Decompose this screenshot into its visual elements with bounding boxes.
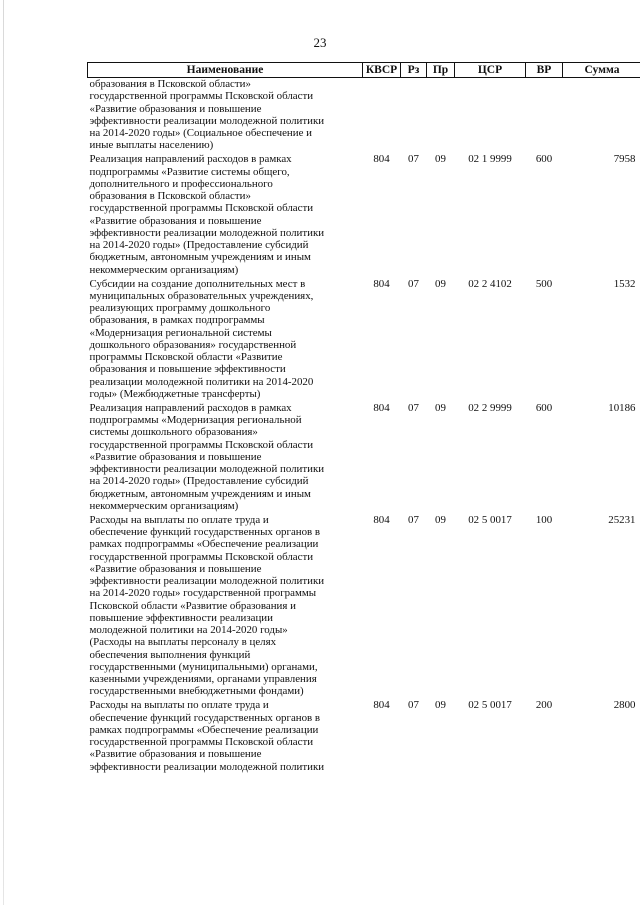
table-row <box>88 514 640 700</box>
row-name-line: реализации молодежной политики на 2014-2020 <box>89 375 314 388</box>
row-vr-cell <box>526 78 563 154</box>
row-name-line: дошкольного образования» государственной <box>89 338 297 351</box>
row-name-line: годы» (Межбюджетные трансферты) <box>89 387 261 400</box>
row-name-line: подпрограммы «Развитие системы общего, <box>89 165 290 178</box>
row-rz-cell: 07 <box>408 401 419 414</box>
row-sum-cell: 1532 <box>613 277 636 290</box>
row-name-line: бюджетным, автономным учреждениям и иным <box>89 487 311 500</box>
row-name-line: рамках подпрограммы «Обеспечение реализации <box>89 538 319 551</box>
row-pr-cell: 09 <box>435 153 446 166</box>
row-rz-cell: 07 <box>408 277 419 290</box>
row-pr-cell <box>427 78 455 154</box>
row-sum-cell: 25231 <box>608 513 636 526</box>
row-name-line: «Развитие образования и повышение <box>89 102 262 115</box>
row-name-line: государственной программы Псковской области <box>89 736 314 749</box>
row-name-line: государственной программы Псковской области <box>89 550 314 563</box>
row-vr-cell: 600 <box>535 401 553 414</box>
row-name-cell <box>88 278 363 402</box>
row-vr-cell: 600 <box>535 153 553 166</box>
row-csr-cell: 02 2 9999 <box>468 401 512 414</box>
table-row <box>88 402 640 514</box>
row-csr-cell <box>455 78 526 154</box>
row-name-line: рамках подпрограммы «Обеспечение реализации <box>89 723 319 736</box>
row-name-line: повышение эффективности реализации <box>89 611 273 624</box>
row-name-line: Расходы на выплаты по оплате труда и <box>89 699 269 712</box>
budget-table <box>87 62 640 775</box>
header-vr: ВР <box>526 63 563 78</box>
scan-edge <box>3 0 4 905</box>
row-name-line: подпрограммы «Модернизация региональной <box>89 414 302 427</box>
row-name-line: обеспечение функций государственных органов в <box>89 711 321 724</box>
header-kvsr: КВСР <box>363 63 401 78</box>
table-row <box>88 153 640 277</box>
row-name-line: «Модернизация региональной системы <box>89 326 272 339</box>
row-name-line: «Развитие образования и повышение <box>89 450 262 463</box>
row-name-line: государственной программы Псковской области <box>89 90 314 103</box>
row-pr-cell: 09 <box>435 401 446 414</box>
row-name-cell <box>88 514 363 700</box>
row-name-line: обеспечения выполнения функций <box>89 648 251 661</box>
header-rz: Рз <box>401 63 427 78</box>
row-name-cell <box>88 402 363 514</box>
row-name-line: на 2014-2020 годы» (Социальное обеспечение и <box>89 127 312 139</box>
row-name-line: образования в Псковской области» <box>89 78 251 90</box>
row-name-line: Реализация направлений расходов в рамках <box>89 401 292 414</box>
row-name-line: (Расходы на выплаты персоналу в целях <box>89 636 277 649</box>
row-vr-cell: 500 <box>535 277 553 290</box>
row-rz-cell: 07 <box>408 699 419 712</box>
row-name-line: эффективности реализации молодежной политики <box>89 463 325 476</box>
row-csr-cell: 02 2 4102 <box>468 277 512 290</box>
row-name-line: казенными учреждениями, органами управления <box>89 673 317 686</box>
row-kvsr-cell: 804 <box>373 401 390 414</box>
row-name-line: реализующих программу дошкольного <box>89 302 271 315</box>
header-pr: Пр <box>427 63 455 78</box>
header-sum: Сумма <box>563 63 640 78</box>
row-vr-cell: 100 <box>535 513 553 526</box>
row-name-line: образования и повышение эффективности <box>89 363 286 376</box>
row-name-line: Расходы на выплаты по оплате труда и <box>89 513 269 526</box>
row-name-line: дополнительного и профессионального <box>89 177 273 190</box>
row-name-line: государственными внебюджетными фондами) <box>89 685 304 698</box>
row-name-line: молодежной политики на 2014-2020 годы» <box>89 624 288 637</box>
row-name-line: некоммерческим организациям) <box>89 263 239 276</box>
row-kvsr-cell: 804 <box>373 153 390 166</box>
row-name-line: государственными (муниципальными) органами, <box>89 660 318 673</box>
row-name-cell <box>88 78 363 154</box>
row-name-line: государственной программы Псковской области <box>89 438 314 451</box>
row-name-line: государственной программы Псковской области <box>89 202 314 215</box>
row-name-line: «Развитие образования и повышение <box>89 748 262 761</box>
table-row <box>88 699 640 774</box>
row-name-line: на 2014-2020 годы» государственной программы <box>89 587 317 600</box>
row-name-line: «Развитие образования и повышение <box>89 562 262 575</box>
row-name-line: некоммерческим организациям) <box>89 499 239 512</box>
row-name-line: эффективности реализации молодежной политики <box>89 114 325 127</box>
row-name-line: эффективности реализации молодежной политики <box>89 226 325 239</box>
row-name-line: системы дошкольного образования» <box>89 426 258 439</box>
row-sum-cell <box>563 78 640 154</box>
page-number: 23 <box>313 35 327 50</box>
row-pr-cell: 09 <box>435 277 446 290</box>
row-name-line: «Развитие образования и повышение <box>89 214 262 227</box>
row-rz-cell: 07 <box>408 153 419 166</box>
row-rz-cell <box>401 78 427 154</box>
row-name-cell <box>88 153 363 277</box>
row-name-line: на 2014-2020 годы» (Предоставление субсидий <box>89 475 309 488</box>
row-csr-cell: 02 5 0017 <box>468 513 512 526</box>
row-name-line: обеспечение функций государственных органов в <box>89 526 321 539</box>
row-sum-cell: 7958 <box>613 153 636 166</box>
row-name-line: муниципальных образовательных учреждениях, <box>89 289 314 302</box>
row-csr-cell: 02 1 9999 <box>468 153 512 166</box>
row-name-line: Реализация направлений расходов в рамках <box>89 153 292 166</box>
row-kvsr-cell <box>363 78 401 154</box>
row-name-line: эффективности реализации молодежной политики <box>89 575 325 588</box>
row-name-line: образования, в рамках подпрограммы <box>89 314 265 327</box>
row-name-line: образования в Псковской области» <box>89 190 251 203</box>
row-kvsr-cell: 804 <box>373 513 390 526</box>
row-pr-cell: 09 <box>435 513 446 526</box>
row-name-line: Псковской области «Развитие образования и <box>89 599 296 612</box>
row-name-line: бюджетным, автономным учреждениям и иным <box>89 251 311 264</box>
row-name-cell <box>88 699 363 774</box>
row-name-line: программы Псковской области «Развитие <box>89 351 283 364</box>
table-body <box>88 78 640 775</box>
row-vr-cell: 200 <box>535 699 553 712</box>
row-name-line: на 2014-2020 годы» (Предоставление субсидий <box>89 239 309 252</box>
row-sum-cell: 2800 <box>613 699 636 712</box>
row-name-line: эффективности реализации молодежной политики <box>89 760 325 773</box>
table-row <box>88 78 640 154</box>
row-name-line: Субсидии на создание дополнительных мест в <box>89 277 306 290</box>
header-csr: ЦСР <box>455 63 526 78</box>
row-csr-cell: 02 5 0017 <box>468 699 512 712</box>
header-name: Наименование <box>88 63 363 78</box>
row-kvsr-cell: 804 <box>373 277 390 290</box>
row-rz-cell: 07 <box>408 513 419 526</box>
row-pr-cell: 09 <box>435 699 446 712</box>
row-sum-cell: 10186 <box>608 401 636 414</box>
row-name-line: иные выплаты населению) <box>89 139 214 152</box>
table-row <box>88 278 640 402</box>
row-kvsr-cell: 804 <box>373 699 390 712</box>
table-header-row <box>88 63 640 78</box>
